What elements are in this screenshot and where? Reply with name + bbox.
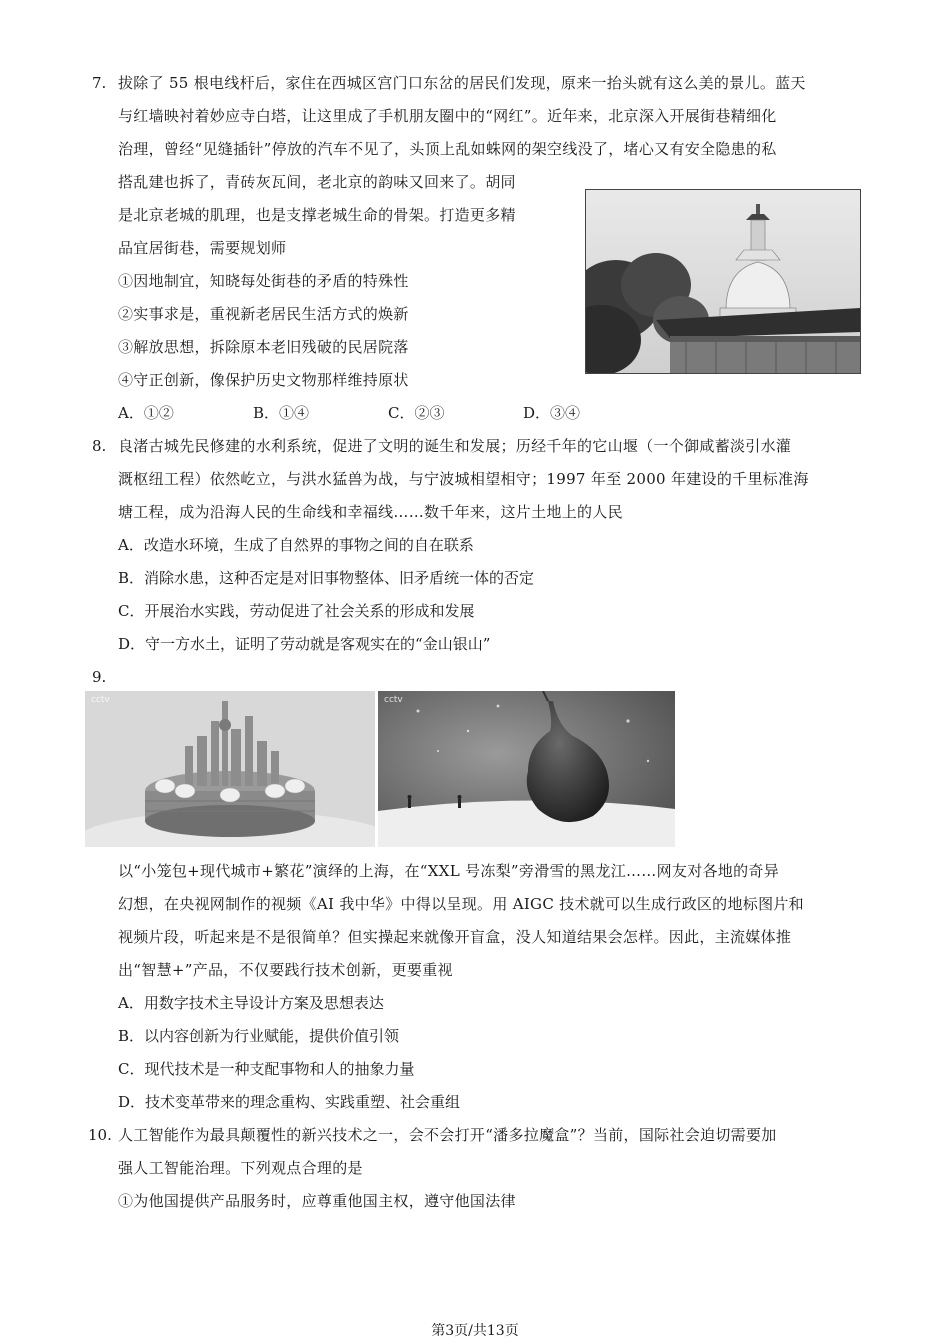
- question-9-option[interactable]: D．技术变革带来的理念重构、实践重塑、社会重组: [118, 1093, 461, 1111]
- question-7-statement: ④守正创新，像保护历史文物那样维持原状: [118, 371, 409, 389]
- question-9-option[interactable]: A．用数字技术主导设计方案及思想表达: [118, 994, 384, 1012]
- question-7-option[interactable]: B．①④: [253, 404, 310, 422]
- question-9-line: 出“智慧+”产品，不仅要践行技术创新，更要重视: [118, 961, 453, 979]
- question-8-option[interactable]: A．改造水环境，生成了自然界的事物之间的自在联系: [118, 536, 474, 554]
- question-8-number: 8.: [92, 437, 107, 455]
- question-9-option[interactable]: C．现代技术是一种支配事物和人的抽象力量: [118, 1060, 415, 1078]
- question-7-line: 拔除了 55 根电线杆后，家住在西城区宫门口东岔的居民们发现，原来一抬头就有这么美的景儿。蓝天: [118, 74, 806, 92]
- question-8-line: 塘工程，成为沿海人民的生命线和幸福线……数千年来，这片土地上的人民: [118, 503, 623, 521]
- heilongjiang-ai-image: [378, 691, 675, 847]
- question-10-line: 人工智能作为最具颠覆性的新兴技术之一，会不会打开“潘多拉魔盒”？当前，国际社会迫切需要加: [118, 1126, 777, 1144]
- question-10-line: 强人工智能治理。下列观点合理的是: [118, 1159, 363, 1177]
- question-7-line: 治理，曾经“见缝插针”停放的汽车不见了，头顶上乱如蛛网的架空线没了，堵心又有安全隐患的私: [118, 140, 777, 158]
- cctv-logo: cctv: [384, 695, 403, 705]
- white-pagoda-illustration: [586, 190, 860, 373]
- question-7-statement: ②实事求是，重视新老居民生活方式的焕新: [118, 305, 409, 323]
- question-7-line: 与红墙映衬着妙应寺白塔，让这里成了手机朋友圈中的“网红”。近年来，北京深入开展街巷精细化: [118, 107, 777, 125]
- question-7-number: 7.: [92, 74, 107, 92]
- frozen-pear-illustration: [378, 691, 675, 847]
- question-7-statement: ①因地制宜，知晓每处街巷的矛盾的特殊性: [118, 272, 409, 290]
- cctv-logo: cctv: [91, 695, 110, 705]
- question-9-line: 幻想，在央视网制作的视频《AI 我中华》中得以呈现。用 AIGC 技术就可以生成行政区的地标图片和: [118, 895, 804, 913]
- question-8-option[interactable]: C．开展治水实践，劳动促进了社会关系的形成和发展: [118, 602, 475, 620]
- question-9-line: 以“小笼包+现代城市+繁花”演绎的上海，在“XXL 号冻梨”旁滑雪的黑龙江……网友对各地的奇异: [118, 862, 780, 880]
- question-8-option[interactable]: D．守一方水土，证明了劳动就是客观实在的“金山银山”: [118, 635, 491, 653]
- question-9-number: 9.: [92, 668, 107, 686]
- question-9-line: 视频片段，听起来是不是很简单？但实操起来就像开盲盒，没人知道结果会怎样。因此，主流媒体推: [118, 928, 792, 946]
- question-7-option[interactable]: A．①②: [118, 404, 174, 422]
- white-pagoda-photo: [585, 189, 861, 374]
- question-7-line: 品宜居街巷，需要规划师: [118, 239, 287, 257]
- question-7-line: 是北京老城的肌理，也是支撑老城生命的骨架。打造更多精: [118, 206, 516, 224]
- dumpling-city-illustration: [85, 691, 375, 847]
- page-footer: 第3页/共13页: [431, 1323, 519, 1339]
- question-7-option[interactable]: C．②③: [388, 404, 445, 422]
- question-7-option[interactable]: D．③④: [523, 404, 581, 422]
- question-7-statement: ③解放思想，拆除原本老旧残破的民居院落: [118, 338, 409, 356]
- shanghai-ai-image: [85, 691, 375, 847]
- question-10-statement: ①为他国提供产品服务时，应尊重他国主权，遵守他国法律: [118, 1192, 516, 1210]
- question-10-number: 10.: [88, 1126, 112, 1144]
- question-8-option[interactable]: B．消除水患，这种否定是对旧事物整体、旧矛盾统一体的否定: [118, 569, 535, 587]
- question-8-line: 良渚古城先民修建的水利系统，促进了文明的诞生和发展；历经千年的它山堰（一个御咸蓄淡引水灌: [118, 437, 792, 455]
- question-8-line: 溉枢纽工程）依然屹立，与洪水猛兽为战，与宁波城相望相守；1997 年至 2000 年建设的千里标准海: [118, 470, 809, 488]
- question-7-line: 搭乱建也拆了，青砖灰瓦间，老北京的韵味又回来了。胡同: [118, 173, 516, 191]
- question-9-option[interactable]: B．以内容创新为行业赋能，提供价值引领: [118, 1027, 400, 1045]
